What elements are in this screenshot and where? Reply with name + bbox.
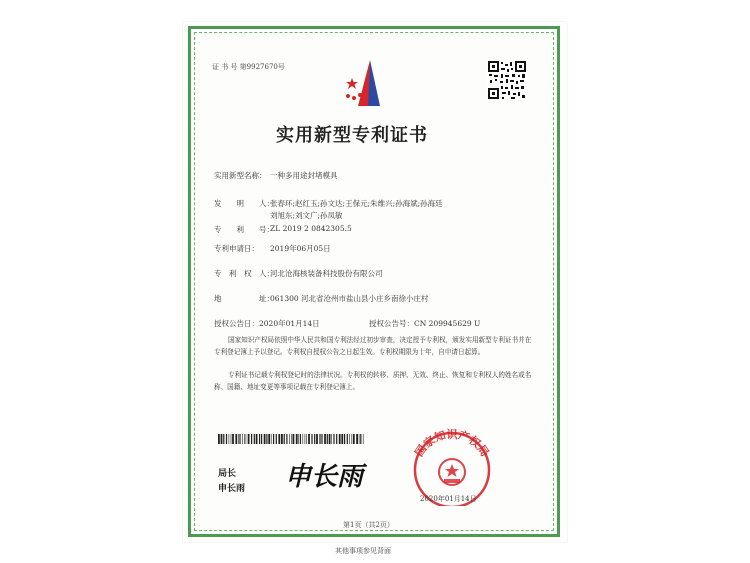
page-info: 第1页（共2页） [343, 521, 394, 529]
field-value-name: 一种多用途封堵模具 [270, 171, 338, 180]
qr-code-icon [487, 60, 527, 100]
field-label-inventors: 发 明 人： [214, 199, 274, 208]
field-value-address: 061300 河北省沧州市盐山县小庄乡南徐小庄村 [270, 294, 429, 303]
field-label-apply-date: 专利申请日： [214, 244, 259, 253]
grant-number: 授权公告号：CN 209945629 U [369, 319, 481, 328]
field-value-inventors: 张春环;赵红玉;孙文达;王保元;朱维兴;孙海斌;孙海廷 [270, 199, 443, 208]
certificate-title: 实用新型专利证书 [276, 125, 428, 146]
barcode-icon [218, 434, 366, 444]
svg-text:国家知识产权局 [412, 427, 492, 459]
field-label-name: 实用新型名称： [214, 171, 267, 180]
director-title: 局长 [218, 469, 237, 479]
grant-date: 授权公告日：2020年01月14日 [214, 319, 320, 328]
field-label-patent-no: 专 利 号： [214, 225, 274, 234]
certificate-number: 证 书 号 第9927670号 [212, 63, 285, 71]
seal-text: 国家知识产权局 [412, 427, 492, 460]
director-signature: 申长雨 [285, 462, 364, 492]
cnipa-logo-icon [340, 58, 394, 108]
field-label-patentee: 专 利 权 人： [214, 269, 274, 278]
director-name: 申长雨 [218, 484, 246, 494]
footer-note: 其他事项参见背面 [335, 547, 391, 555]
field-value-patent-no: ZL 2019 2 0842305.5 [270, 224, 352, 233]
statement-paragraph-2: 专利证书记载专利权登记时的法律状况。专利权的转移、质押、无效、终止、恢复和专利权人的姓名或名称、国籍、地址变更等事项记载在专利登记簿上。 [214, 371, 532, 391]
field-value-patentee: 河北沧海核装备科技股份有限公司 [270, 269, 383, 278]
field-label-address: 地 址： [214, 294, 274, 303]
field-value-inventors-line2: 刘旭东;刘文广;孙凤敏 [270, 211, 343, 220]
seal-date: 2020年01月14日 [420, 495, 477, 503]
field-value-apply-date: 2019年06月05日 [270, 244, 331, 253]
statement-paragraph-1: 国家知识产权局依照中华人民共和国专利法经过初步审查，决定授予专利权，颁发实用新型专利证书并在专利登记簿上予以登记。专利权自授权公告之日起生效。专利权期限为十年，自申请日起算。 [214, 336, 532, 356]
